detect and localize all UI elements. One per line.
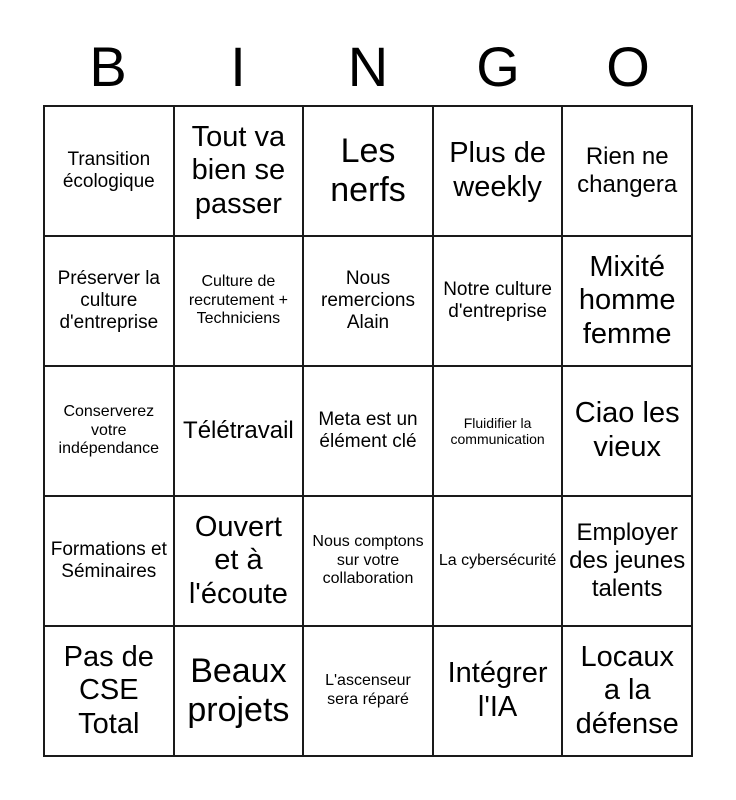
- bingo-cell-label: Pas de CSE Total: [63, 640, 154, 740]
- bingo-cell-n5[interactable]: [304, 627, 434, 757]
- bingo-cell-label: Locaux a la défense: [575, 640, 679, 740]
- bingo-header-row: [43, 28, 693, 105]
- header-letter-g: G: [476, 34, 520, 98]
- bingo-cell-label: L'ascenseur sera réparé: [325, 672, 411, 708]
- bingo-cell-label: Notre culture d'entreprise: [443, 278, 552, 322]
- bingo-cell-i2[interactable]: [175, 237, 305, 367]
- bingo-cell-label: Formations et Séminaires: [50, 538, 167, 582]
- bingo-cell-label: Plus de weekly: [449, 137, 546, 203]
- bingo-cell-label: Mixité homme femme: [578, 250, 676, 350]
- bingo-cell-g5[interactable]: [434, 627, 564, 757]
- bingo-cell-g2[interactable]: [434, 237, 564, 367]
- bingo-cell-o2[interactable]: [563, 237, 693, 367]
- bingo-cell-n3[interactable]: [304, 367, 434, 497]
- bingo-cell-label: Conserverez votre indépendance: [58, 403, 160, 458]
- bingo-cell-g4[interactable]: [434, 497, 564, 627]
- bingo-cell-label: Fluidifier la communication: [450, 414, 545, 447]
- bingo-cell-label: Les nerfs: [330, 131, 406, 209]
- bingo-cell-label: Préserver la culture d'entreprise: [57, 267, 160, 334]
- bingo-cell-label: La cybersécurité: [438, 551, 557, 569]
- bingo-cell-label: Tout va bien se passer: [191, 120, 286, 220]
- bingo-cell-b4[interactable]: [45, 497, 175, 627]
- bingo-cell-n4[interactable]: [304, 497, 434, 627]
- bingo-cell-label: Ouvert et à l'écoute: [188, 510, 288, 610]
- header-letter-i: I: [230, 34, 246, 98]
- header-letter-o: O: [606, 34, 650, 98]
- bingo-grid: [43, 105, 693, 757]
- bingo-cell-label: Meta est un élément clé: [318, 408, 418, 452]
- bingo-cell-label: Ciao les vieux: [574, 397, 680, 463]
- bingo-cell-o4[interactable]: [563, 497, 693, 627]
- bingo-cell-i5[interactable]: [175, 627, 305, 757]
- bingo-cell-n1[interactable]: [304, 107, 434, 237]
- bingo-cell-o3[interactable]: [563, 367, 693, 497]
- bingo-cell-label: Beaux projets: [187, 651, 290, 729]
- bingo-cell-b3[interactable]: [45, 367, 175, 497]
- bingo-cell-b2[interactable]: [45, 237, 175, 367]
- bingo-cell-i1[interactable]: [175, 107, 305, 237]
- bingo-cell-b5[interactable]: [45, 627, 175, 757]
- bingo-cell-label: Employer des jeunes talents: [569, 519, 686, 602]
- bingo-cell-n2[interactable]: [304, 237, 434, 367]
- bingo-cell-o1[interactable]: [563, 107, 693, 237]
- bingo-cell-label: Intégrer l'IA: [447, 657, 548, 723]
- bingo-cell-i3[interactable]: [175, 367, 305, 497]
- bingo-cell-label: Rien ne changera: [577, 143, 678, 198]
- bingo-cell-g1[interactable]: [434, 107, 564, 237]
- bingo-cell-label: Culture de recrutement + Techniciens: [188, 273, 288, 328]
- bingo-cell-i4[interactable]: [175, 497, 305, 627]
- bingo-cell-label: Transition écologique: [62, 148, 155, 192]
- bingo-cell-b1[interactable]: [45, 107, 175, 237]
- header-letter-b: B: [89, 34, 127, 98]
- bingo-cell-label: Télétravail: [183, 417, 294, 445]
- bingo-cell-o5[interactable]: [563, 627, 693, 757]
- header-letter-n: N: [347, 34, 389, 98]
- bingo-cell-label: Nous comptons sur votre collaboration: [312, 533, 424, 588]
- bingo-cell-label: Nous remercions Alain: [321, 267, 415, 334]
- bingo-cell-g3[interactable]: [434, 367, 564, 497]
